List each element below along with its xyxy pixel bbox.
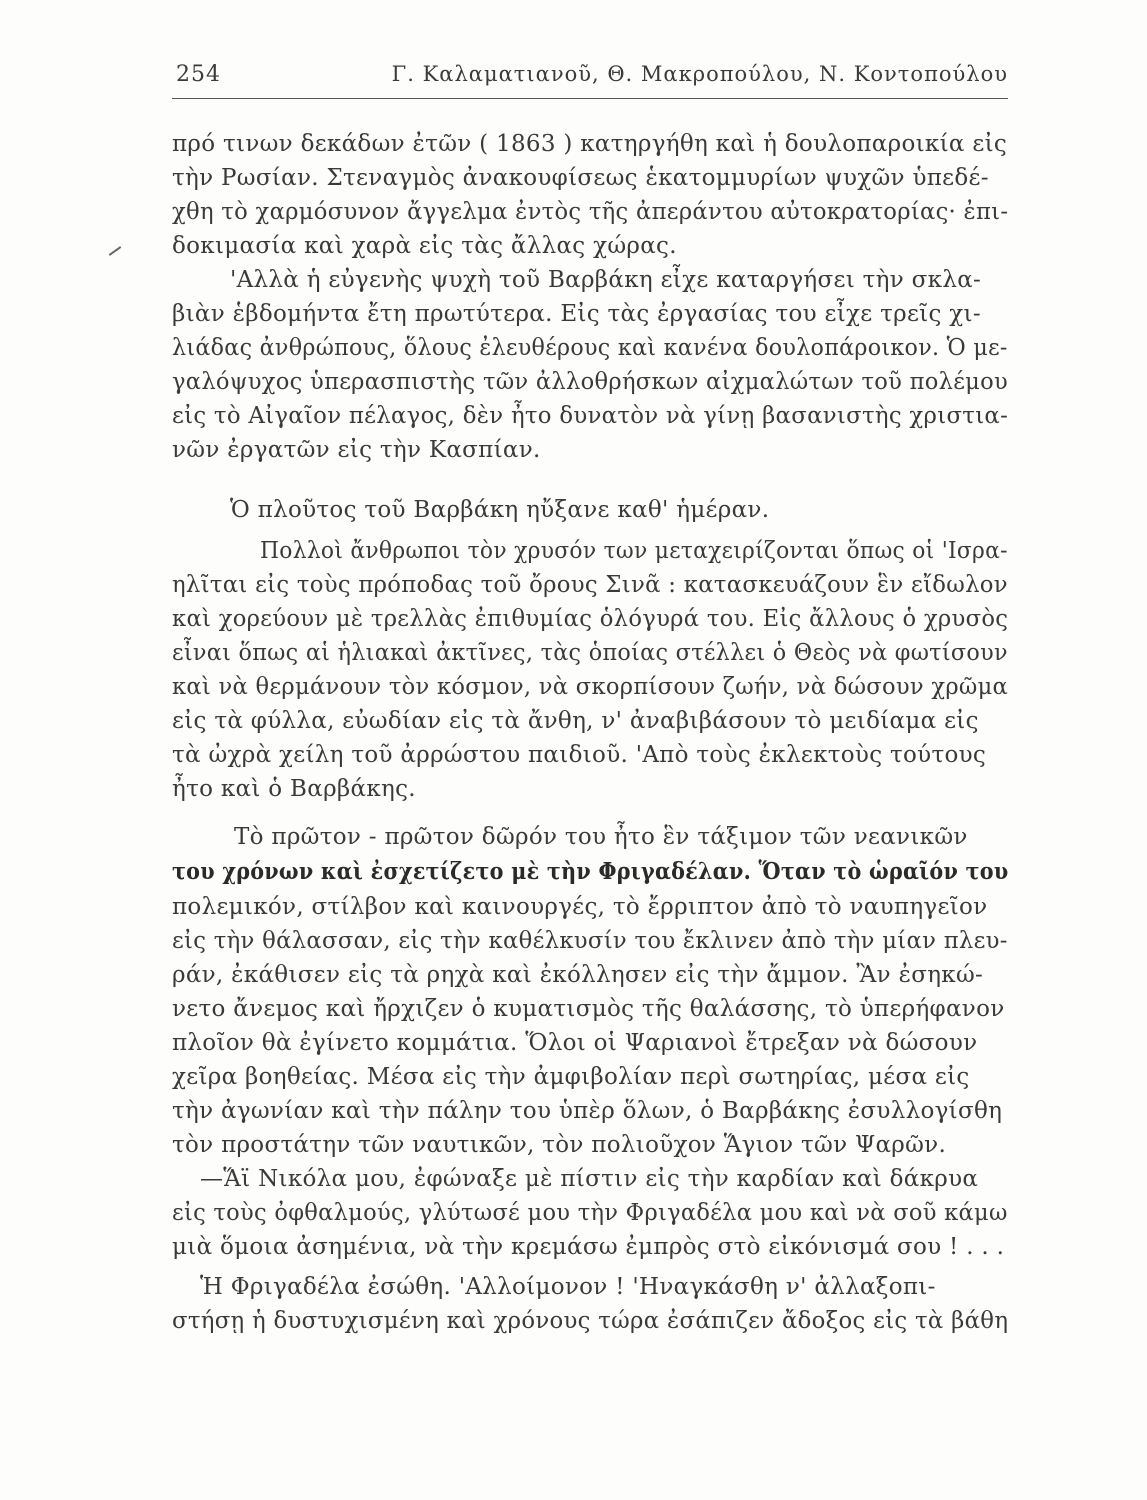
text-line: τὸν προστάτην τῶν ναυτικῶν, τὸν πολιοῦχον Ἅγιον τῶν Ψαρῶν. [172, 1132, 947, 1158]
pencil-mark [109, 246, 122, 256]
text-line: εἰς τὰ φύλλα, εὐωδίαν εἰς τὰ ἄνθη, ν' ἀναβιβάσουν τὸ μειδίαμα εἰς [172, 708, 979, 734]
text-line: τὰ ὠχρὰ χείλη τοῦ ἀρρώστου παιδιοῦ. 'Απὸ τοὺς ἐκλεκτοὺς τούτους [172, 742, 987, 768]
text-line: πρό τινων δεκάδων ἐτῶν ( 1863 ) κατηργήθη καὶ ἡ δουλοπαροικία εἰς [172, 131, 1008, 157]
text-line: βιὰν ἑβδομήντα ἔτη πρωτύτερα. Εἰς τὰς ἐργασίας του εἶχε τρεῖς χι- [172, 301, 981, 327]
text-line: τὴν ἀγωνίαν καὶ τὴν πάλην του ὑπὲρ ὅλων, ὁ Βαρβάκης ἐσυλλογίσθη [172, 1098, 1003, 1124]
text-line: πολεμικόν, στίλβον καὶ καινουργές, τὸ ἔρριπτον ἀπὸ τὸ ναυπηγεῖον [172, 894, 988, 920]
text-line: μιὰ ὅμοια ἀσημένια, νὰ τὴν κρεμάσω ἐμπρὸς στὸ εἰκόνισμά σου ! . . . [172, 1234, 1005, 1260]
text-line: νετο ἄνεμος καὶ ἤρχιζεν ὁ κυματισμὸς τῆς θαλάσσης, τὸ ὑπερήφανον [172, 996, 1005, 1022]
text-line: νῶν ἐργατῶν εἰς τὴν Κασπίαν. [172, 437, 541, 463]
text-line: εἰς τοὺς ὀφθαλμούς, γλύτωσέ μου τὴν Φριγαδέλα μου καὶ νὰ σοῦ κάμω [172, 1200, 1008, 1226]
text-line: Ὁ πλοῦτος τοῦ Βαρβάκη ηὔξανε καθ' ἡμέραν. [230, 497, 770, 523]
text-line: καὶ χορεύουν μὲ τρελλὰς ἐπιθυμίας ὁλόγυρά του. Εἰς ἄλλους ὁ χρυσὸς [172, 606, 1009, 632]
text-line: ἦτο καὶ ὁ Βαρβάκης. [172, 776, 416, 802]
text-line: δοκιμασία καὶ χαρὰ εἰς τὰς ἄλλας χώρας. [172, 233, 677, 259]
text-line: τὴν Ρωσίαν. Στεναγμὸς ἀνακουφίσεως ἑκατομμυρίων ψυχῶν ὑπεδέ- [172, 165, 989, 191]
text-line: στήσῃ ἡ δυστυχισμένη καὶ χρόνους τώρα ἐσάπιζεν ἄδοξος εἰς τὰ βάθη [172, 1308, 1009, 1334]
text-line: εἰς τὴν θάλασσαν, εἰς τὴν καθέλκυσίν του ἔκλινεν ἀπὸ τὴν μίαν πλευ- [172, 928, 1008, 954]
text-line: καὶ νὰ θερμάνουν τὸν κόσμον, νὰ σκορπίσουν ζωήν, νὰ δώσουν χρῶμα [172, 674, 1009, 700]
text-line: ηλῖται εἰς τοὺς πρόποδας τοῦ ὄρους Σινᾶ : κατασκευάζουν ἓν εἴδωλον [172, 572, 1008, 598]
page-number: 254 [176, 62, 221, 87]
text-line: Τὸ πρῶτον - πρῶτον δῶρόν του ἦτο ἓν τάξιμον τῶν νεανικῶν [234, 824, 968, 850]
text-line: χθη τὸ χαρμόσυνον ἄγγελμα ἐντὸς τῆς ἀπεράντου αὐτοκρατορίας· ἐπι- [172, 199, 1009, 225]
text-line: ράν, ἐκάθισεν εἰς τὰ ρηχὰ καὶ ἐκόλλησεν εἰς τὴν ἄμμον. Ἂν ἐσηκώ- [172, 962, 984, 988]
text-line: λιάδας ἀνθρώπους, ὅλους ἐλευθέρους καὶ κανένα δουλοπάροικον. Ὁ με- [172, 335, 1008, 361]
text-line: πλοῖον θὰ ἐγίνετο κομμάτια. Ὅλοι οἱ Ψαριανοὶ ἔτρεξαν νὰ δώσουν [172, 1030, 978, 1056]
text-line: χεῖρα βοηθείας. Μέσα εἰς τὴν ἀμφιβολίαν περὶ σωτηρίας, μέσα εἰς [172, 1064, 970, 1090]
text-line: γαλόψυχος ὑπερασπιστὴς τῶν ἀλλοθρήσκων αἰχμαλώτων τοῦ πολέμου [172, 369, 1009, 395]
text-line: 'Αλλὰ ἡ εὐγενὴς ψυχὴ τοῦ Βαρβάκη εἶχε καταργήσει τὴν σκλα- [230, 267, 982, 293]
text-line: εἰς τὸ Αἰγαῖον πέλαγος, δὲν ἦτο δυνατὸν νὰ γίνῃ βασανιστὴς χριστια- [172, 403, 1009, 429]
running-head: Γ. Καλαματιανοῦ, Θ. Μακροπούλου, Ν. Κοντοπούλου [391, 62, 1008, 86]
text-line: Πολλοὶ ἄνθρωποι τὸν χρυσόν των μεταχειρίζονται ὅπως οἱ 'Ισρα- [260, 538, 1008, 564]
text-line: Ἡ Φριγαδέλα ἐσώθη. 'Αλλοίμονον ! 'Ηναγκάσθη ν' ἀλλαξοπι- [200, 1274, 936, 1300]
page-header [172, 58, 1008, 99]
text-line: εἶναι ὅπως αἱ ἡλιακαὶ ἀκτῖνες, τὰς ὁποίας στέλλει ὁ Θεὸς νὰ φωτίσουν [172, 640, 1008, 666]
text-line: του χρόνων καὶ ἐσχετίζετο μὲ τὴν Φριγαδέλαν. Ὅταν τὸ ὡραῖόν του [172, 858, 1009, 885]
text-line: —Ἅϊ Νικόλα μου, ἐφώναξε μὲ πίστιν εἰς τὴν καρδίαν καὶ δάκρυα [200, 1166, 979, 1192]
